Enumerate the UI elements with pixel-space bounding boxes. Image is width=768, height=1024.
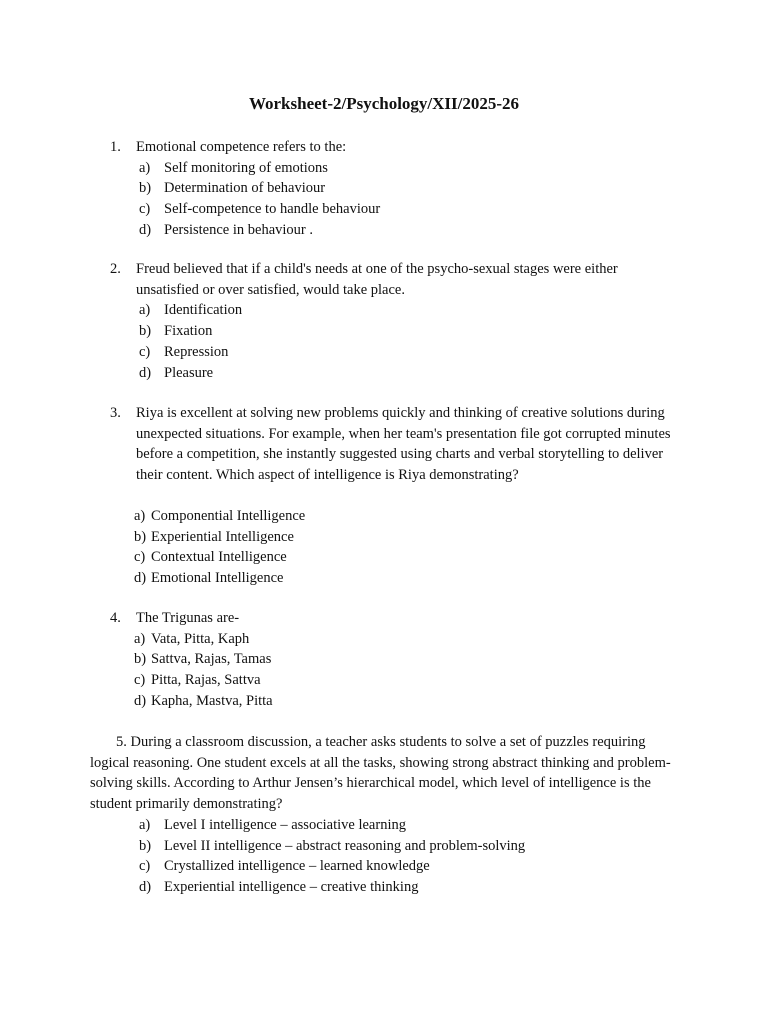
- option-letter: b): [139, 837, 152, 854]
- option-text: Crystallized intelligence – learned knowledge: [164, 858, 430, 875]
- question-text: Emotional competence refers to the:: [136, 139, 347, 155]
- option-text: Pitta, Rajas, Sattva: [151, 672, 261, 689]
- question-4: [110, 608, 670, 712]
- options-list: [134, 629, 670, 712]
- option-text: Identification: [164, 302, 243, 319]
- option-text: Fixation: [164, 323, 213, 340]
- option-a: [139, 158, 670, 179]
- options-list: [139, 815, 678, 898]
- option-text: Kapha, Mastva, Pitta: [151, 692, 273, 709]
- option-letter: d): [139, 878, 152, 895]
- question-number: 3.: [110, 405, 121, 421]
- option-text: Emotional Intelligence: [151, 569, 284, 586]
- option-c: [139, 342, 670, 363]
- option-letter: b): [134, 528, 147, 545]
- option-letter: b): [139, 323, 152, 340]
- question-stem: [110, 403, 674, 486]
- option-text: Experiential intelligence – creative thinking: [164, 878, 419, 895]
- option-text: Pleasure: [164, 364, 214, 381]
- option-d: [134, 691, 670, 712]
- worksheet-title: Worksheet-2/Psychology/XII/2025-26: [248, 94, 520, 113]
- option-letter: a): [139, 302, 151, 319]
- question-stem: [110, 137, 670, 158]
- question-text: The Trigunas are-: [136, 610, 240, 626]
- option-letter: d): [134, 692, 147, 709]
- option-letter: d): [139, 221, 152, 238]
- question-text: Freud believed that if a child's needs at one of the psycho-sexual stages were either unsatisfied or over satisfied, would take place.: [136, 261, 618, 298]
- option-letter: c): [139, 858, 151, 875]
- option-b: [139, 178, 670, 199]
- option-letter: a): [134, 630, 146, 647]
- option-letter: c): [139, 343, 151, 360]
- option-letter: a): [139, 816, 151, 833]
- option-b: [134, 527, 674, 548]
- question-stem: [110, 259, 670, 300]
- question-number: 5.: [116, 734, 127, 750]
- option-c: [134, 670, 670, 691]
- option-text: Self-competence to handle behaviour: [164, 201, 381, 218]
- option-text: Determination of behaviour: [164, 180, 326, 197]
- option-letter: b): [134, 651, 147, 668]
- option-c: [139, 199, 670, 220]
- option-c: [139, 856, 678, 877]
- option-d: [139, 877, 678, 898]
- option-letter: c): [139, 201, 151, 218]
- options-list: [139, 158, 670, 241]
- option-text: Level I intelligence – associative learning: [164, 816, 406, 833]
- option-a: [134, 506, 674, 527]
- question-3: [110, 403, 674, 589]
- option-text: Self monitoring of emotions: [164, 159, 328, 176]
- option-letter: c): [134, 672, 146, 689]
- option-d: [139, 220, 670, 241]
- option-b: [139, 321, 670, 342]
- option-d: [134, 568, 674, 589]
- question-stem: [90, 732, 678, 815]
- options-list: [134, 506, 674, 589]
- option-text: Repression: [164, 343, 229, 360]
- question-stem: [110, 608, 670, 629]
- question-2: [110, 259, 670, 383]
- option-b: [134, 649, 670, 670]
- question-number: 2.: [110, 261, 121, 277]
- option-text: Contextual Intelligence: [151, 549, 287, 566]
- option-letter: d): [139, 364, 152, 381]
- option-d: [139, 363, 670, 384]
- option-c: [134, 547, 674, 568]
- option-text: Persistence in behaviour .: [164, 221, 313, 238]
- option-text: Sattva, Rajas, Tamas: [151, 651, 272, 668]
- option-letter: a): [139, 159, 151, 176]
- question-text: During a classroom discussion, a teacher asks students to solve a set of puzzles requiring logical reasoning. One student excels at all the tasks, showing strong abstract thinking and problem-solving skills. According to Arthur Jensen’s hierarchical model, which level of intelligence is the student primarily demonstrating?: [90, 734, 671, 813]
- question-number: 4.: [110, 610, 121, 626]
- option-text: Level II intelligence – abstract reasoning and problem-solving: [164, 837, 526, 854]
- option-letter: c): [134, 549, 146, 566]
- option-a: [139, 300, 670, 321]
- option-b: [139, 836, 678, 857]
- option-letter: a): [134, 507, 146, 524]
- question-text: Riya is excellent at solving new problems quickly and thinking of creative solutions during unexpected situations. For example, when her team's presentation file got corrupted minutes before a competition, she instantly suggested using charts and verbal storytelling to deliver their content. Which aspect of intelligence is Riya demonstrating?: [136, 405, 671, 484]
- question-number: 1.: [110, 139, 121, 155]
- option-a: [134, 629, 670, 650]
- option-text: Experiential Intelligence: [151, 528, 294, 545]
- question-1: [110, 137, 670, 241]
- option-a: [139, 815, 678, 836]
- option-text: Vata, Pitta, Kaph: [151, 630, 250, 647]
- option-text: Componential Intelligence: [151, 507, 306, 524]
- question-5: [90, 732, 678, 898]
- option-letter: b): [139, 180, 152, 197]
- option-letter: d): [134, 569, 147, 586]
- options-list: [139, 300, 670, 383]
